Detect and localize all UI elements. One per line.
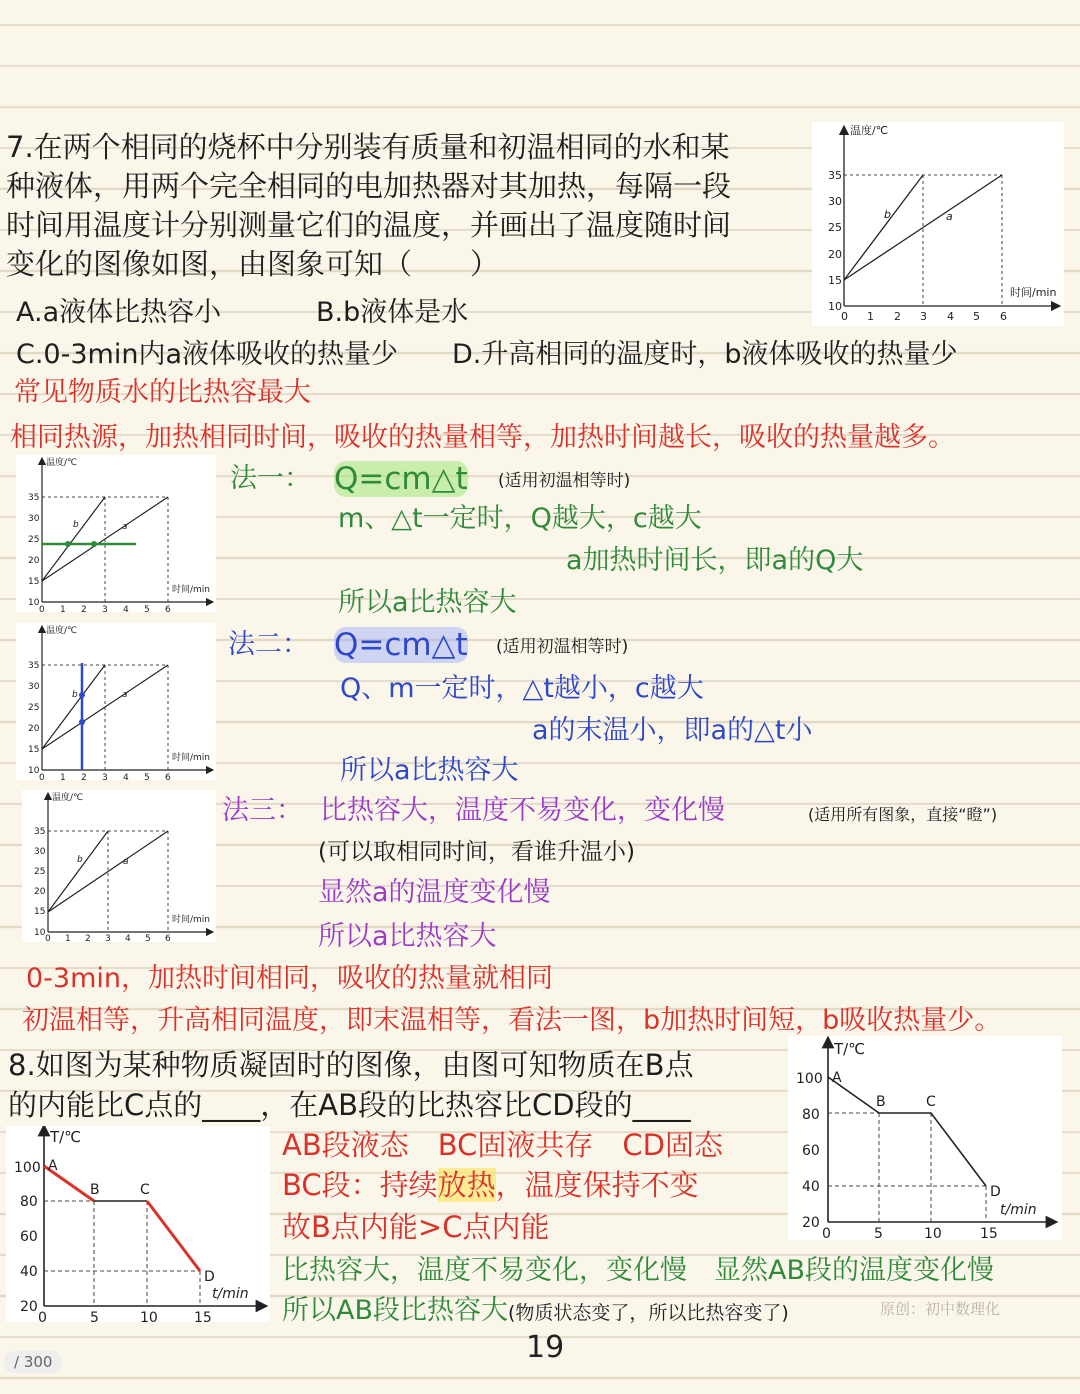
- q8a-point-d: D: [204, 1269, 215, 1285]
- q7-line-2: 种液体，用两个完全相同的电加热器对其加热，每隔一段: [6, 169, 732, 203]
- q7-line-4: 变化的图像如图，由图象可知（ ）: [6, 247, 500, 281]
- q7-line-b: [844, 175, 923, 280]
- q7-xtick: 6: [1000, 310, 1007, 323]
- q7-line-1: 7.在两个相同的烧杯中分别装有质量和初温相同的水和某: [6, 130, 730, 164]
- q7-graph: [812, 122, 1064, 326]
- q7-xtick: 2: [894, 310, 901, 323]
- m3-ytick: 15: [34, 907, 46, 917]
- q8-graph-xlabel: t/min: [1000, 1202, 1037, 1218]
- q8-xtick: 15: [980, 1226, 998, 1240]
- q7-line-a: [844, 175, 1002, 280]
- m3-xtick: 6: [165, 934, 171, 942]
- q8a-point-b: B: [90, 1182, 100, 1198]
- q8-point-d: D: [990, 1184, 1001, 1200]
- m2-ytick: 10: [28, 766, 40, 776]
- q8-answer-2-pre: BC段：持续: [282, 1168, 438, 1202]
- m3-xtick: 2: [85, 934, 91, 942]
- m2-xtick: 6: [165, 773, 171, 780]
- m1-xtick: 5: [144, 605, 150, 612]
- m2-xtick: 1: [60, 773, 66, 780]
- page-count-badge: / 300: [4, 1351, 62, 1373]
- m2-ytick: 15: [28, 745, 40, 755]
- q8-ytick: 60: [802, 1143, 820, 1159]
- method1-line-4: 所以a比热容大: [338, 587, 517, 618]
- q8-graph-ylabel: T/℃: [834, 1040, 866, 1058]
- q7-option-c: C.0-3min内a液体吸收的热量少: [16, 339, 398, 370]
- q8-ytick: 20: [802, 1215, 820, 1231]
- m2-ytick: 20: [28, 724, 40, 734]
- q8-point-b: B: [876, 1094, 886, 1110]
- q7-label-a: a: [946, 210, 953, 223]
- q7-option-a: A.a液体比热容小: [16, 297, 222, 328]
- q7-ytick: 20: [828, 248, 842, 261]
- q8-line-1: 8.如图为某种物质凝固时的图像，由图可知物质在B点: [8, 1048, 694, 1082]
- m1-ytick: 15: [28, 577, 40, 587]
- m1-xtick: 3: [102, 605, 108, 612]
- method1-formula: [334, 462, 468, 496]
- q8a-xtick: 5: [90, 1310, 99, 1322]
- m1-ytick: 35: [28, 493, 40, 503]
- q7-ytick: 15: [828, 274, 842, 287]
- m1-ytick: 10: [28, 598, 40, 608]
- m3-ytick: 10: [34, 928, 46, 938]
- method3-line-2: (可以取相同时间，看谁升温小): [318, 839, 635, 865]
- method1-formula-text: Q=cm△t: [334, 461, 468, 497]
- m3-label-b: b: [77, 855, 83, 865]
- q7-xtick: 0: [841, 310, 848, 323]
- q8-answer-5-small: (物质状态变了，所以比热容变了): [508, 1302, 789, 1324]
- watermark: 原创：初中数理化: [880, 1300, 1001, 1318]
- q8a-ytick: 20: [20, 1299, 38, 1315]
- m3-ytick: 35: [34, 827, 46, 837]
- q8-ytick: 100: [796, 1071, 823, 1087]
- m1-ytick: 25: [28, 535, 40, 545]
- q8-annotated-graph: [6, 1126, 270, 1322]
- q7-xtick: 5: [973, 310, 980, 323]
- m3-ytick: 30: [34, 847, 46, 857]
- m2-xtick: 3: [102, 773, 108, 780]
- m1-graph-ylabel: 温度/℃: [46, 458, 78, 468]
- m2-xtick: 4: [123, 773, 129, 780]
- m1-xtick: 6: [165, 605, 171, 612]
- q7-ytick: 25: [828, 221, 842, 234]
- q8-line-2: 的内能比C点的____，在AB段的比热容比CD段的____: [8, 1088, 691, 1122]
- q7-xtick: 3: [920, 310, 927, 323]
- q7-graph-xlabel: 时间/min: [1010, 286, 1057, 299]
- m3-graph-xlabel: 时间/min: [172, 915, 211, 925]
- q8a-xtick: 0: [38, 1310, 47, 1322]
- q8-point-a: A: [832, 1070, 842, 1086]
- m3-xtick: 0: [45, 934, 51, 942]
- m2-ytick: 25: [28, 703, 40, 713]
- q8-ytick: 40: [802, 1179, 820, 1195]
- m3-xtick: 5: [145, 934, 151, 942]
- q8-xtick: 5: [874, 1226, 883, 1240]
- method3-title: 法三：: [222, 795, 303, 826]
- method3-condition: (适用所有图象，直接“瞪”): [808, 805, 998, 824]
- method2-formula-text: Q=cm△t: [334, 627, 468, 663]
- m2-label-b: b: [72, 690, 78, 700]
- method1-title: 法一：: [230, 463, 311, 494]
- m2-xtick: 0: [39, 773, 45, 780]
- q8-answer-5-main: 所以AB段比热容大: [282, 1295, 508, 1326]
- q8-answer-4: 比热容大，温度不易变化，变化慢 显然AB段的温度变化慢: [282, 1255, 994, 1286]
- q8-answer-1: AB段液态 BC固液共存 CD固态: [282, 1128, 723, 1162]
- m2-graph-xlabel: 时间/min: [172, 753, 211, 763]
- note-0-3min: 0-3min，加热时间相同，吸收的热量就相同: [26, 963, 554, 994]
- q8a-ytick: 60: [20, 1229, 38, 1245]
- m2-xtick: 5: [144, 773, 150, 780]
- q7-line-3: 时间用温度计分别测量它们的温度，并画出了温度随时间: [6, 208, 732, 242]
- q7-xtick: 1: [867, 310, 874, 323]
- q8a-ytick: 80: [20, 1194, 38, 1210]
- method2-line-4: 所以a比热容大: [340, 755, 519, 786]
- m1-xtick: 2: [81, 605, 87, 612]
- m3-xtick: 4: [125, 934, 131, 942]
- q7-option-b: B.b液体是水: [316, 297, 469, 328]
- q8-answer-2-post: ，温度保持不变: [495, 1168, 699, 1202]
- m3-ytick: 25: [34, 867, 46, 877]
- note-same-initial-temp: 初温相等，升高相同温度，即末温相等，看法一图，b加热时间短，b吸收热量少。: [22, 1005, 1002, 1036]
- method1-graph: [16, 455, 216, 612]
- q7-label-b: b: [884, 208, 891, 221]
- q8-graph: [788, 1036, 1062, 1240]
- page-number: 19: [526, 1330, 565, 1365]
- q8a-point-c: C: [140, 1182, 150, 1198]
- m1-ytick: 20: [28, 556, 40, 566]
- method2-graph: [16, 623, 216, 780]
- m1-label-b: b: [73, 520, 79, 530]
- q8a-xtick: 15: [194, 1310, 212, 1322]
- m2-ytick: 30: [28, 682, 40, 692]
- q8a-point-a: A: [48, 1158, 58, 1174]
- q8-ytick: 80: [802, 1107, 820, 1123]
- q8-answer-2: [282, 1170, 699, 1202]
- note-water-heat-capacity: 常见物质水的比热容最大: [14, 377, 311, 408]
- m2-ytick: 35: [28, 661, 40, 671]
- q8a-graph-ylabel: T/℃: [50, 1128, 82, 1146]
- method2-line-2: Q、m一定时，△t越小，c越大: [340, 673, 704, 704]
- q8-point-c: C: [926, 1094, 936, 1110]
- m1-xtick: 4: [123, 605, 129, 612]
- q7-xtick: 4: [947, 310, 954, 323]
- method2-title: 法二：: [228, 629, 309, 660]
- q8a-ytick: 100: [14, 1160, 41, 1176]
- method1-condition: (适用初温相等时): [498, 471, 631, 491]
- m1-graph-xlabel: 时间/min: [172, 585, 211, 595]
- m1-xtick: 0: [39, 605, 45, 612]
- q7-option-d: D.升高相同的温度时，b液体吸收的热量少: [452, 339, 958, 370]
- m2-xtick: 2: [81, 773, 87, 780]
- method3-line-3: 显然a的温度变化慢: [318, 877, 551, 908]
- q7-ytick: 10: [828, 300, 842, 313]
- q8-answer-5: [282, 1296, 789, 1326]
- q8-xtick: 0: [822, 1226, 831, 1240]
- method1-line-2: m、△t一定时，Q越大，c越大: [338, 503, 702, 534]
- m3-ytick: 20: [34, 887, 46, 897]
- m3-label-a: a: [123, 857, 129, 867]
- note-same-heat-source: 相同热源，加热相同时间，吸收的热量相等，加热时间越长，吸收的热量越多。: [10, 422, 955, 453]
- m1-xtick: 1: [60, 605, 66, 612]
- m3-xtick: 3: [105, 934, 111, 942]
- q7-ytick: 30: [828, 195, 842, 208]
- method3-line-1: 比热容大，温度不易变化，变化慢: [320, 795, 725, 826]
- method3-graph: [22, 790, 216, 942]
- q8a-xtick: 10: [140, 1310, 158, 1322]
- q8a-ytick: 40: [20, 1264, 38, 1280]
- m2-graph-ylabel: 温度/℃: [46, 626, 78, 636]
- q8-curve: [828, 1077, 986, 1186]
- q8a-graph-xlabel: t/min: [212, 1286, 249, 1302]
- q8-xtick: 10: [924, 1226, 942, 1240]
- q8a-cd-segment: [147, 1201, 200, 1271]
- m3-xtick: 1: [65, 934, 71, 942]
- q7-graph-ylabel: 温度/℃: [850, 124, 889, 137]
- method2-formula: [334, 628, 468, 662]
- q8-answer-2-highlight: 放热: [437, 1168, 496, 1202]
- method1-line-3: a加热时间长，即a的Q大: [566, 545, 864, 576]
- method2-line-3: a的末温小，即a的△t小: [532, 715, 813, 746]
- m1-label-a: a: [122, 522, 128, 532]
- q8-answer-3: 故B点内能>C点内能: [282, 1210, 550, 1244]
- m3-graph-ylabel: 温度/℃: [52, 793, 84, 803]
- method2-condition: (适用初温相等时): [496, 637, 629, 657]
- q7-ytick: 35: [828, 169, 842, 182]
- method3-line-4: 所以a比热容大: [318, 921, 497, 952]
- m2-label-a: a: [122, 690, 128, 700]
- m1-ytick: 30: [28, 514, 40, 524]
